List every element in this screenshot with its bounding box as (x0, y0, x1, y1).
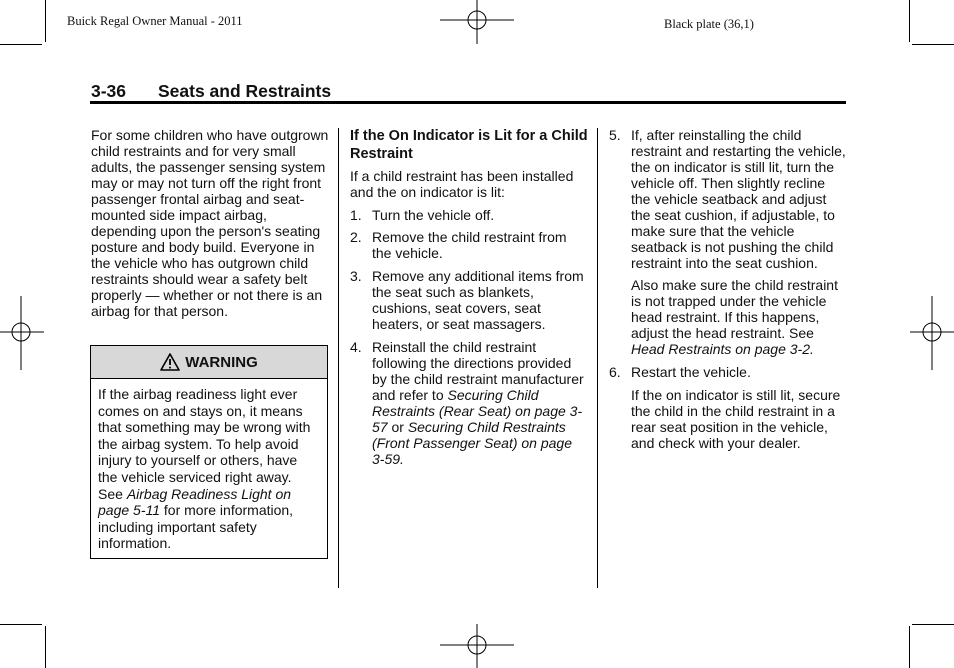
crop-mark-tr-h (912, 44, 954, 45)
list-number: 1. (350, 207, 362, 223)
warning-header (91, 346, 327, 379)
section-title: Seats and Restraints (158, 81, 332, 101)
registration-mark-left-icon (0, 296, 44, 370)
subsection-intro: If a child restraint has been installed and the on indicator is lit: (350, 168, 574, 200)
list-item (350, 229, 588, 261)
crop-mark-tl-v (45, 0, 46, 42)
manual-title: Buick Regal Owner Manual - 2011 (67, 14, 243, 28)
crop-mark-br-v (909, 626, 910, 668)
list-item (350, 207, 588, 223)
list-number: 3. (350, 268, 362, 284)
list-text-mid: or (387, 419, 408, 435)
column-divider-2 (597, 128, 598, 588)
list-number: 2. (350, 229, 362, 245)
crop-mark-br-h (912, 624, 954, 625)
crop-mark-tr-v (909, 0, 910, 42)
warning-triangle-icon (160, 353, 180, 371)
list-number: 5. (609, 127, 621, 143)
page-number: 3-36 (91, 81, 127, 101)
list-item (350, 339, 588, 467)
registration-mark-right-icon (910, 296, 954, 370)
intro-paragraph: For some children who have outgrown child restraints and for very small adults, the passenger sensing system may or may not turn off the right front passenger frontal airbag and seat-mounted side impact airbag, depending upon the person's seating posture and body build. Everyone in the vehicle who has outgrown child restraints should wear a safety belt properly — whether or not there is an airbag for that person. (91, 127, 329, 319)
registration-mark-top-icon (440, 0, 514, 44)
reference-link-head-restraints[interactable]: Head Restraints on page 3-2 (631, 341, 810, 357)
list-text-end: . (810, 341, 814, 357)
list-text: Remove any additional items from the seat such as blankets, cushions, seat covers, seat heaters, or seat massagers. (372, 268, 584, 332)
list-text: If the on indicator is still lit, secure the child in the child restraint in a rear seat position in the vehicle, and check with your dealer. (631, 387, 841, 451)
list-text: Turn the vehicle off. (372, 207, 495, 223)
list-text: Reinstall the child restraint following the directions provided by the child restraint manufacturer and refer to (372, 339, 584, 403)
list-text: If, after reinstalling the child restraint and restarting the vehicle, the on indicator is still lit, turn the vehicle off. Then slightly recline the vehicle seatback and adjust the seat cushion, if adjustable, to make sure that the vehicle seatback is not pushing the child restraint into the seat cushion. (631, 127, 846, 271)
reference-link-rear-seat[interactable]: Securing Child Restraints (Rear Seat) on page 3-57 (372, 387, 583, 435)
warning-reference-link[interactable]: Airbag Readiness Light on page 5-11 (98, 485, 292, 519)
registration-mark-bottom-icon (440, 624, 514, 668)
column-2 (350, 127, 588, 467)
list-item-paragraph (609, 277, 847, 357)
list-text-end: . (400, 451, 404, 467)
crop-mark-bl-v (45, 626, 46, 668)
list-text: Also make sure the child restraint is not trapped under the vehicle head restraint. If this happens, adjust the head restraint. See (631, 277, 838, 341)
subsection-heading: If the On Indicator is Lit for a Child Restraint (350, 128, 588, 162)
warning-body (91, 379, 327, 552)
list-item (350, 268, 588, 332)
column-divider-1 (338, 128, 339, 588)
list-text: Remove the child restraint from the vehicle. (372, 229, 567, 261)
crop-mark-tl-h (0, 44, 42, 45)
crop-mark-bl-h (0, 624, 42, 625)
column-1 (91, 127, 329, 319)
warning-text-end: for more information, including important safety information. (98, 502, 294, 552)
list-item-paragraph (609, 387, 847, 451)
column-3 (609, 127, 847, 451)
warning-text: If the airbag readiness light ever comes on and stays on, it means that something may be wrong with the airbag system. To help avoid injury to yourself or others, have the vehicle serviced right away. See (98, 386, 311, 502)
list-text: Restart the vehicle. (631, 364, 751, 380)
list-item (609, 364, 847, 380)
header-rule (90, 101, 846, 104)
list-number: 4. (350, 339, 362, 355)
list-number: 6. (609, 364, 621, 380)
warning-title: WARNING (185, 353, 258, 371)
list-item (609, 127, 847, 271)
warning-box (90, 345, 328, 559)
reference-link-front-seat[interactable]: Securing Child Restraints (Front Passenger Seat) on page 3-59 (372, 419, 573, 467)
plate-label: Black plate (36,1) (664, 17, 754, 31)
